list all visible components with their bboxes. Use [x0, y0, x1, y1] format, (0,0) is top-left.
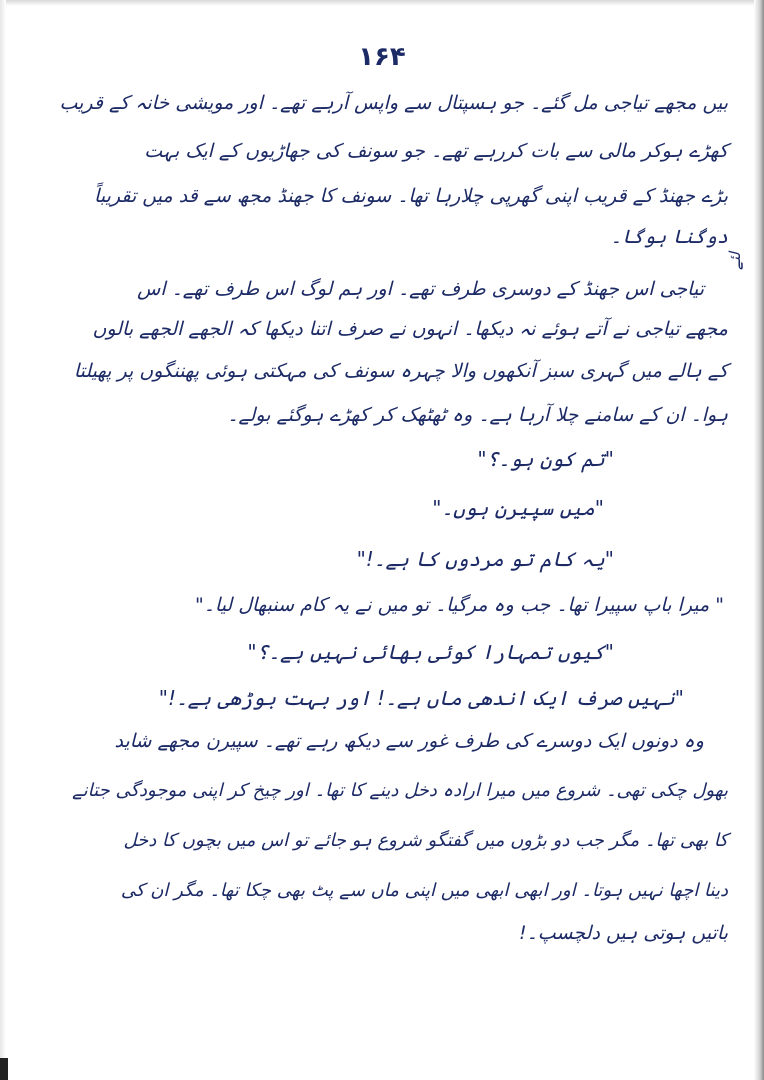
paragraph3-line-2: بھول چکی تھی۔ شروع میں میرا ارادہ دخل دینے کا تھا۔ اور چیخ کر اپنی موجودگی جتانے — [72, 780, 728, 801]
paragraph3-line-4: دینا اچھا نہیں ہوتا۔ اور ابھی ابھی میں اپنی ماں سے پٹ بھی چکا تھا۔ مگر ان کی — [120, 880, 728, 901]
page-number: ۱۶۴ — [358, 42, 406, 72]
dialogue-line-4: " میرا باپ سپیرا تھا۔ جب وہ مرگیا۔ تو میں نے یہ کام سنبھال لیا۔" — [195, 594, 724, 616]
paragraph1-line-2: کھڑے ہوکر مالی سے بات کررہے تھے۔ جو سونف کی جھاڑیوں کے ایک بہت — [144, 140, 728, 162]
paragraph1-line-3: بڑے جھنڈ کے قریب اپنی گھرپی چلارہا تھا۔ سونف کا جھنڈ مجھ سے قد میں تقریباً — [94, 185, 728, 207]
scan-shadow-left — [0, 0, 6, 1080]
dialogue-line-5: "کیوں تمہارا کوئی بھائی نہیں ہے۔؟" — [247, 640, 614, 664]
paragraph2-line-1: تیاجی اس جھنڈ کے دوسری طرف تھے۔ اور ہم لوگ اس طرف تھے۔ اس — [137, 278, 704, 300]
dialogue-line-1: "تم کون ہو۔؟" — [477, 447, 614, 471]
paragraph3-line-1: وہ دونوں ایک دوسرے کی طرف غور سے دیکھ رہے تھے۔ سپیرن مجھے شاید — [114, 730, 704, 752]
scan-shadow-top — [0, 0, 764, 6]
scan-corner-mark — [0, 1058, 8, 1080]
paragraph1-line-1: بیں مجھے تیاجی مل گئے۔ جو ہسپتال سے واپس آرہے تھے۔ اور مویشی خانہ کے قریب — [59, 92, 728, 114]
scan-shadow-right — [754, 0, 764, 1080]
paragraph3-line-3: کا بھی تھا۔ مگر جب دو بڑوں میں گفتگو شروع ہو جائے تو اس میں بچوں کا دخل — [123, 830, 728, 851]
paragraph2-line-2: مجھے تیاجی نے آتے ہوئے نہ دیکھا۔ انہوں نے صرف اتنا دیکھا کہ الجھے الجھے بالوں — [92, 318, 728, 340]
dialogue-line-2: "میں سپیرن ہوں۔" — [432, 496, 604, 520]
dialogue-line-6: "نہیں صرف ایک اندھی ماں ہے۔! اور بہت بوڑھی ہے۔!" — [158, 686, 684, 710]
dialogue-line-3: "یہ کام تو مردوں کا ہے۔!" — [356, 547, 614, 571]
paragraph1-line-4: دوگنا ہوگا۔ — [610, 226, 728, 248]
paragraph2-line-3: کے ہالے میں گہری سبز آنکھوں والا چہرہ سونف کی مہکتی ہوئی پھننگوں پر پھیلتا — [73, 360, 728, 382]
paragraph2-line-4: ہوا۔ ان کے سامنے چلا آرہا ہے۔ وہ ٹھٹھک کر کھڑے ہوگئے بولے۔ — [227, 404, 728, 426]
paragraph3-line-5: باتیں ہوتی ہیں دلچسپ۔! — [519, 922, 728, 944]
margin-note: لئے — [726, 252, 745, 270]
